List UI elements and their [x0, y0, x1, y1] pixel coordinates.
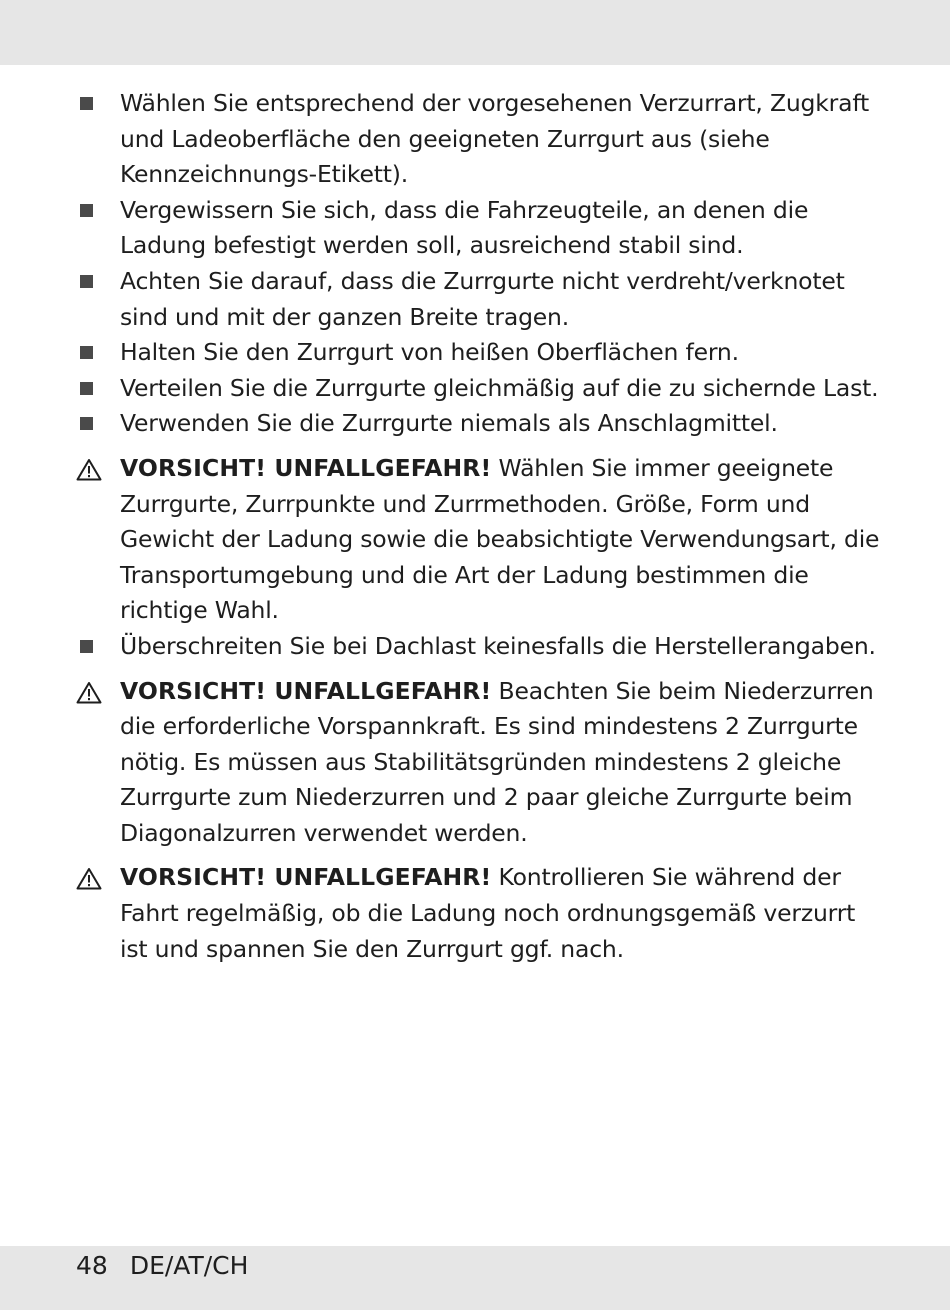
- page-footer: [76, 1246, 248, 1286]
- square-bullet-icon: [80, 346, 93, 359]
- item-text: Achten Sie darauf, dass die Zurrgurte nicht verdreht/verknotet sind und mit der ganzen Breite tragen.: [120, 266, 845, 331]
- warning-text: Beachten Sie beim Niederzurren die erforderliche Vorspannkraft. Es sind mindestens 2 Zurrgurte nötig. Es müssen aus Stabilitätsgründen mindestens 2 gleiche Zurrgurte zum Niederzurren und 2 paar gleiche Zurrgurte beim Diagonalzurren verwendet werden.: [120, 676, 874, 847]
- list-item: [76, 86, 886, 193]
- item-text: Verwenden Sie die Zurrgurte niemals als Anschlagmittel.: [120, 409, 778, 438]
- square-bullet-icon: [80, 417, 93, 430]
- square-bullet-icon: [80, 640, 93, 653]
- list-item: [76, 371, 886, 407]
- locale-label: DE/AT/CH: [129, 1251, 249, 1280]
- list-item: [76, 264, 886, 335]
- warning-label: VORSICHT! UNFALLGEFAHR!: [120, 676, 492, 705]
- warning-label: VORSICHT! UNFALLGEFAHR!: [120, 453, 492, 482]
- warning-label: VORSICHT! UNFALLGEFAHR!: [120, 863, 492, 892]
- item-text: Verteilen Sie die Zurrgurte gleichmäßig auf die zu sichernde Last.: [120, 373, 879, 402]
- item-text: Wählen Sie entsprechend der vorgesehenen Verzurrart, Zugkraft und Ladeoberfläche den geeigneten Zurrgurt aus (siehe Kennzeichnungs-Etikett).: [120, 89, 870, 189]
- list-item: [76, 629, 886, 665]
- warning-item: [76, 451, 886, 629]
- warning-triangle-icon: [76, 867, 102, 890]
- list-item: [76, 193, 886, 264]
- item-text: Halten Sie den Zurrgurt von heißen Oberflächen fern.: [120, 338, 739, 367]
- warning-text: Kontrollieren Sie während der Fahrt regelmäßig, ob die Ladung noch ordnungsgemäß verzurrt ist und spannen Sie den Zurrgurt ggf. nach.: [120, 863, 856, 963]
- square-bullet-icon: [80, 204, 93, 217]
- instruction-list: [76, 86, 886, 967]
- warning-item: [76, 860, 886, 967]
- square-bullet-icon: [80, 382, 93, 395]
- warning-triangle-icon: [76, 681, 102, 704]
- square-bullet-icon: [80, 97, 93, 110]
- item-text: Überschreiten Sie bei Dachlast keinesfalls die Herstellerangaben.: [120, 631, 876, 660]
- page-number: 48: [76, 1251, 108, 1280]
- list-item: [76, 406, 886, 442]
- warning-text: Wählen Sie immer geeignete Zurrgurte, Zurrpunkte und Zurrmethoden. Größe, Form und Gewicht der Ladung sowie die beabsichtigte Verwendungsart, die Transportumgebung und die Art der Ladung bestimmen die richtige Wahl.: [120, 453, 880, 625]
- header-band: [0, 0, 950, 65]
- warning-triangle-icon: [76, 458, 102, 481]
- item-text: Vergewissern Sie sich, dass die Fahrzeugteile, an denen die Ladung befestigt werden soll, ausreichend stabil sind.: [120, 195, 809, 260]
- warning-item: [76, 674, 886, 852]
- square-bullet-icon: [80, 275, 93, 288]
- list-item: [76, 335, 886, 371]
